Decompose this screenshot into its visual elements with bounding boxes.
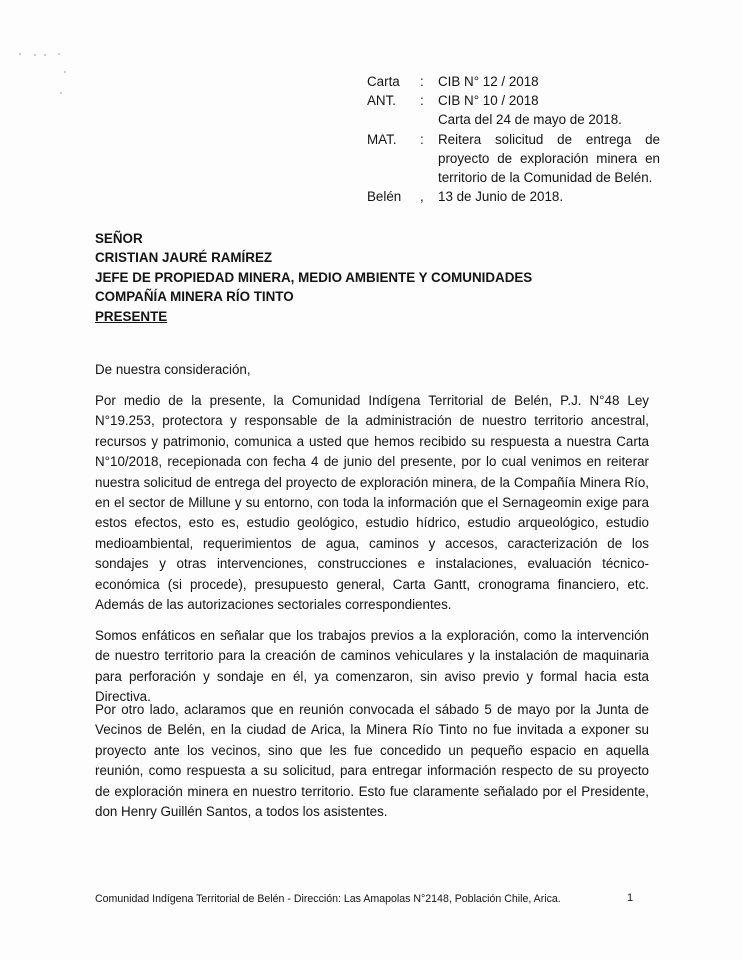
body-paragraph-1: Por medio de la presente, la Comunidad Indígena Territorial de Belén, P.J. N°48 Ley N°19.253, protectora y responsable de la administración de nuestro territorio ancestral, recursos y patrimonio, comunica a usted que hemos recibido su respuesta a nuestra Carta N°10/2018, recepionada con fecha 4 de junio del presente, por lo cual venimos en reiterar nuestra solicitud de entrega del proyecto de exploración minera, de la Compañía Minera Río, en el sector de Millune y su entorno, con toda la información que el Sernageomin exige para estos efectos, esto es, estudio geológico, estudio hídrico, estudio arqueológico, estudio medioambiental, requerimientos de agua, caminos y accesos, caracterización de los sondajes y otras intervenciones, construcciones e instalaciones, evaluación técnico-económica (si procede), presupuesto general, Carta Gantt, cronograma financiero, etc. Además de las autorizaciones sectoriales correspondientes. <box>95 393 649 613</box>
ref-row-ant <box>367 91 660 110</box>
body-paragraph-3: Por otro lado, aclaramos que en reunión convocada el sábado 5 de mayo por la Junta de Vecinos de Belén, en la ciudad de Arica, la Minera Río Tinto no fue invitada a exponer su proyecto ante los vecinos, sino que les fue concedido un pequeño espacio en aquella reunión, como respuesta a su solicitud, para entregar información respecto de su proyecto de exploración minera en nuestro territorio. Esto fue claramente señalado por el Presidente, don Henry Guillén Santos, a todos los asistentes. <box>95 702 649 820</box>
body-paragraph-2: Somos enfáticos en señalar que los trabajos previos a la exploración, como la intervención de nuestro territorio para la creación de caminos vehiculares y la instalación de maquinaria para perforación y sondaje en él, ya comenzaron, sin aviso previo y formal hacia esta Directiva. <box>95 628 649 705</box>
ref-separator: , <box>420 189 424 205</box>
ref-row-place-date <box>367 187 660 206</box>
ref-label: ANT. <box>367 93 397 109</box>
page-number: 1 <box>627 892 634 904</box>
ref-row-mat <box>367 130 660 188</box>
reference-block <box>367 72 660 206</box>
addressee-position: JEFE DE PROPIEDAD MINERA, MEDIO AMBIENTE Y COMUNIDADES <box>95 269 533 285</box>
addressee-company: COMPAÑÍA MINERA RÍO TINTO <box>95 289 294 305</box>
ref-separator: : <box>420 74 424 89</box>
footer-address: Comunidad Indígena Territorial de Belén - Dirección: Las Amapolas N°2148, Población Chile, Arica. <box>95 893 561 905</box>
ref-separator: : <box>420 131 424 147</box>
ref-value: CIB N° 10 / 2018 <box>438 93 539 109</box>
ref-label: Belén <box>367 189 402 205</box>
ref-separator <box>420 110 438 129</box>
addressee-block <box>95 229 532 326</box>
addressee-title: SEÑOR <box>95 231 143 246</box>
ref-row-ant-continued <box>367 110 660 129</box>
ref-value-date: 13 de Junio de 2018. <box>438 189 564 205</box>
ref-row-carta <box>367 72 660 91</box>
addressee-presente: PRESENTE <box>95 308 168 324</box>
addressee-name: CRISTIAN JAURÉ RAMÍREZ <box>95 250 273 266</box>
ref-value-subject: Reitera solicitud de entrega de proyecto de exploración minera en territorio de la Comunidad de Belén. <box>438 131 660 186</box>
ref-label: MAT. <box>367 131 397 147</box>
ref-label <box>367 110 420 129</box>
salutation: De nuestra consideración, <box>95 362 251 377</box>
ref-separator: : <box>420 93 424 109</box>
ref-value: Carta del 24 de mayo de 2018. <box>438 112 622 128</box>
ref-label: Carta <box>367 74 400 89</box>
ref-value: CIB N° 12 / 2018 <box>438 74 539 89</box>
